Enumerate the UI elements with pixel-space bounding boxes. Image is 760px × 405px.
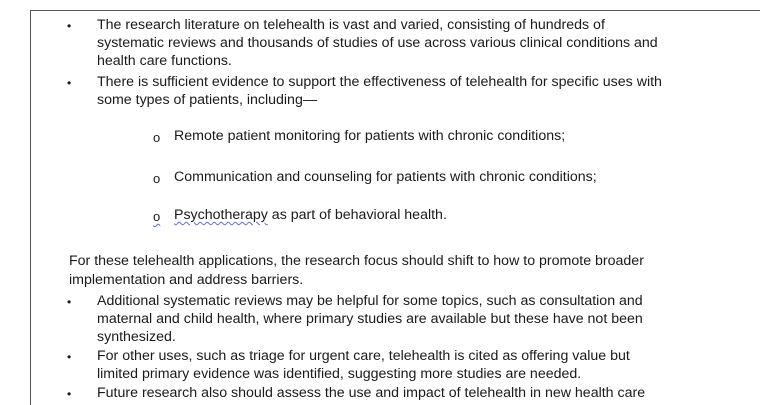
sub-bullet-marker: o [153,209,161,224]
paragraph-line-1: For these telehealth applications, the research focus should shift to how to promote broader [69,253,644,269]
bullet-5-line-1: Future research also should assess the use and impact of telehealth in new health care [97,385,646,401]
sub-bullet-marker: o [153,171,161,186]
sub-bullet-3-rest: as part of behavioral health. [267,207,447,223]
bullet-1-line-1: The research literature on telehealth is vast and varied, consisting of hundreds of [97,17,605,33]
sub-bullet-3 [174,207,447,224]
bullet-marker: • [67,19,72,33]
bullet-3-line-3: synthesized. [97,329,176,345]
paragraph-line-2: implementation and address barriers. [69,272,304,288]
bullet-marker: • [67,387,72,401]
bullet-3-line-2: maternal and child health, where primary studies are available but these have not been [97,311,643,327]
bullet-4-line-2: limited primary evidence was identified, suggesting more studies are needed. [97,366,582,382]
bullet-1-line-2: systematic reviews and thousands of studies of use across various clinical conditions and [97,35,658,51]
bullet-1-line-3: health care functions. [97,53,232,69]
bullet-marker: • [67,295,72,309]
sub-bullet-marker: o [153,130,161,145]
sub-bullet-2: Communication and counseling for patients with chronic conditions; [174,169,597,185]
bullet-marker: • [67,76,72,90]
bullet-4-line-1: For other uses, such as triage for urgent care, telehealth is cited as offering value but [97,348,630,364]
bullet-3-line-1: Additional systematic reviews may be helpful for some topics, such as consultation and [97,293,643,309]
bullet-marker: • [67,350,72,364]
bullet-2-line-2: some types of patients, including— [97,92,318,108]
sub-bullet-1: Remote patient monitoring for patients with chronic conditions; [174,128,566,144]
spellcheck-flagged-word[interactable]: Psychotherapy [174,207,268,223]
bullet-2-line-1: There is sufficient evidence to support the effectiveness of telehealth for specific uses with [97,74,662,90]
